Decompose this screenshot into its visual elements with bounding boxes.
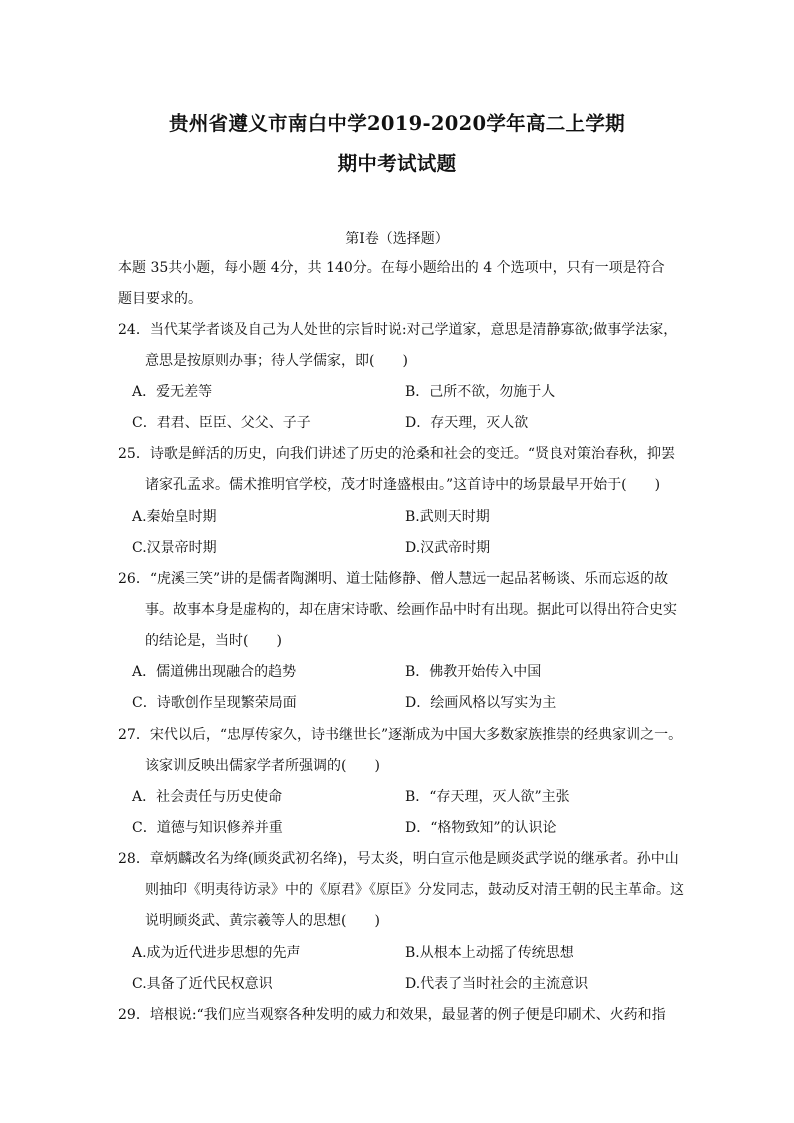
question-26-stem-line-2: 事。故事本身是虚构的，却在唐宋诗歌、绘画作品中时有出现。据此可以得出符合史实 <box>145 602 677 618</box>
question-27-stem-line-2: 该家训反映出儒家学者所强调的( ) <box>145 758 380 774</box>
exam-title: 贵州省遵义市南白中学2019-2020学年高二上学期 <box>169 112 625 135</box>
question-26-option-a: A．儒道佛出现融合的趋势 <box>132 664 297 680</box>
question-28-stem-line-1: 28．章炳麟改名为绛(顾炎武初名绛)，号太炎，明白宣示他是顾炎武学说的继承者。孙中山 <box>118 851 679 867</box>
question-25-option-c: C.汉景帝时期 <box>132 540 217 556</box>
question-26-option-d: D．绘画风格以写实为主 <box>405 695 557 711</box>
question-25-stem-line-1: 25．诗歌是鲜活的历史，向我们讲述了历史的沧桑和社会的变迁。“贤良对策治春秋，抑罢 <box>118 446 675 462</box>
question-28-option-d: D.代表了当时社会的主流意识 <box>405 976 589 992</box>
question-25-option-b: B.武则天时期 <box>405 509 490 525</box>
question-27-option-b: B．“存天理，灭人欲”主张 <box>405 789 570 805</box>
question-27-option-a: A．社会责任与历史使命 <box>132 789 283 805</box>
question-24-option-a: A．爱无差等 <box>132 384 213 400</box>
question-26-stem-line-1: 26．“虎溪三笑”讲的是儒者陶渊明、道士陆修静、僧人慧远一起品茗畅谈、乐而忘返的故 <box>118 571 669 587</box>
instructions-line-1: 本题 35共小题，每小题 4分，共 140分。在每小题给出的 4 个选项中，只有一项是符合 <box>118 260 665 276</box>
question-24-stem-line-1: 24．当代某学者谈及自己为人处世的宗旨时说:对己学道家，意思是清静寡欲;做事学法家， <box>118 322 678 338</box>
question-26-stem-line-3: 的结论是，当时( ) <box>145 633 282 649</box>
question-25-option-d: D.汉武帝时期 <box>405 540 491 556</box>
question-24-option-d: D．存天理，灭人欲 <box>405 415 529 431</box>
question-29-stem-line-1: 29．培根说:“我们应当观察各种发明的威力和效果，最显著的例子便是印刷术、火药和指 <box>118 1007 666 1023</box>
question-26-option-b: B．佛教开始传入中国 <box>405 664 542 680</box>
question-24-stem-line-2: 意思是按原则办事；待人学儒家，即( ) <box>145 353 408 369</box>
question-28-option-a: A.成为近代进步思想的先声 <box>132 945 301 961</box>
question-28-option-b: B.从根本上动摇了传统思想 <box>405 945 574 961</box>
question-28-option-c: C.具备了近代民权意识 <box>132 976 273 992</box>
question-28-stem-line-2: 则抽印《明夷待访录》中的《原君》《原臣》分发同志，鼓动反对清王朝的民主革命。这 <box>145 882 684 898</box>
exam-subtitle: 期中考试试题 <box>337 152 457 175</box>
question-28-stem-line-3: 说明顾炎武、黄宗羲等人的思想( ) <box>145 913 380 929</box>
question-27-option-c: C．道德与知识修养并重 <box>132 820 283 836</box>
question-25-stem-line-2: 诸家孔孟求。儒术推明官学校，茂才时逢盛根由。”这首诗中的场景最早开始于( ) <box>145 477 661 493</box>
question-24-option-b: B．己所不欲，勿施于人 <box>405 384 556 400</box>
question-27-stem-line-1: 27．宋代以后，“忠厚传家久，诗书继世长”逐渐成为中国大多数家族推崇的经典家训之一。 <box>118 727 683 743</box>
question-26-option-c: C．诗歌创作呈现繁荣局面 <box>132 695 297 711</box>
question-24-option-c: C．君君、臣臣、父父、子子 <box>132 415 311 431</box>
section-heading: 第Ⅰ卷（选择题） <box>345 231 449 247</box>
instructions-line-2: 题目要求的。 <box>118 291 202 307</box>
question-25-option-a: A.秦始皇时期 <box>132 509 217 525</box>
question-27-option-d: D．“格物致知”的认识论 <box>405 820 557 836</box>
